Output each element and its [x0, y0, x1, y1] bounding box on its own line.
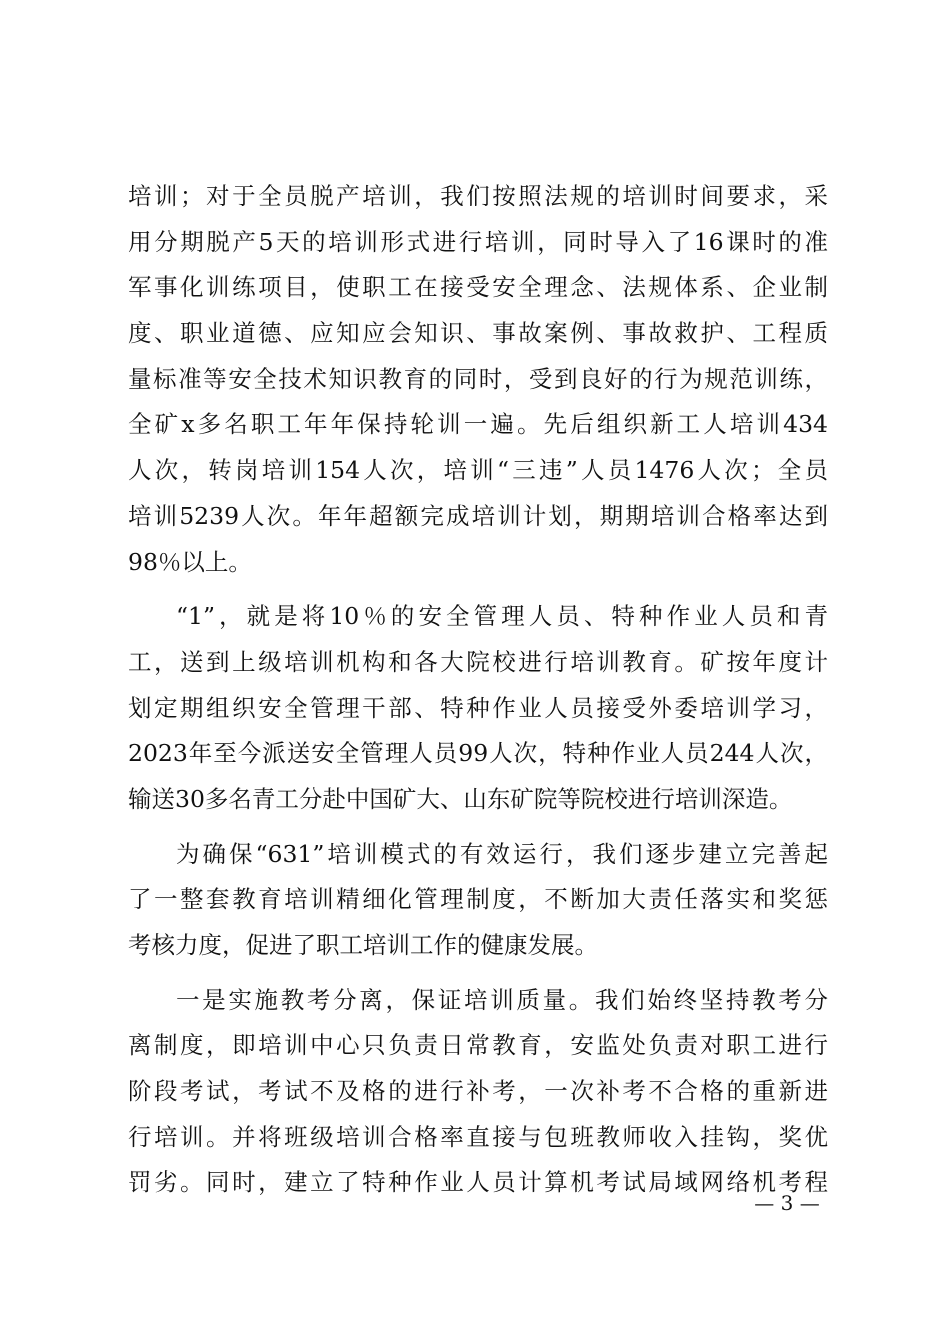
- text-line: 培训5239人次。年年超额完成培训计划，期期培训合格率达到: [128, 501, 828, 530]
- text-line: 工，送到上级培训机构和各大院校进行培训教育。矿按年度计: [128, 647, 828, 676]
- document-body: [128, 174, 828, 1206]
- text-line: “1”，就是将10％的安全管理人员、特种作业人员和青: [176, 602, 828, 631]
- text-line: 离制度，即培训中心只负责日常教育，安监处负责对职工进行: [128, 1031, 828, 1060]
- page-number: — 3 —: [754, 1191, 820, 1215]
- text-line: 阶段考试，考试不及格的进行补考，一次补考不合格的重新进: [128, 1077, 828, 1106]
- text-line: 全矿x多名职工年年保持轮训一遍。先后组织新工人培训434: [128, 410, 828, 439]
- text-line: 考核力度，促进了职工培训工作的健康发展。: [128, 931, 598, 959]
- text-line: 为确保“631”培训模式的有效运行，我们逐步建立完善起: [176, 839, 828, 868]
- text-line: 了一整套教育培训精细化管理制度，不断加大责任落实和奖惩: [128, 885, 828, 914]
- text-line: 量标准等安全技术知识教育的同时，受到良好的行为规范训练，: [128, 364, 828, 393]
- text-line: 用分期脱产5天的培训形式进行培训，同时导入了16课时的准: [128, 227, 828, 256]
- text-line: 度、职业道德、应知应会知识、事故案例、事故救护、工程质: [128, 319, 828, 348]
- text-line: 军事化训练项目，使职工在接受安全理念、法规体系、企业制: [128, 273, 828, 302]
- text-line: 人次，转岗培训154人次，培训“三违”人员1476人次；全员: [128, 456, 828, 485]
- paragraph-2: [128, 594, 828, 822]
- text-line: 行培训。并将班级培训合格率直接与包班教师收入挂钩，奖优: [128, 1122, 828, 1151]
- text-line: 划定期组织安全管理干部、特种作业人员接受外委培训学习，: [128, 693, 828, 722]
- text-line: 输送30多名青工分赴中国矿大、山东矿院等院校进行培训深造。: [128, 784, 793, 813]
- text-line: 一是实施教考分离，保证培训质量。我们始终坚持教考分: [176, 985, 828, 1014]
- text-line: 98％以上。: [128, 547, 252, 576]
- paragraph-1: [128, 174, 828, 585]
- paragraph-3: [128, 832, 828, 969]
- text-line: 罚劣。同时，建立了特种作业人员计算机考试局域网络机考程: [128, 1168, 828, 1197]
- paragraph-4: [128, 978, 828, 1206]
- text-line: 培训；对于全员脱产培训，我们按照法规的培训时间要求，采: [128, 182, 828, 210]
- text-line: 2023年至今派送安全管理人员99人次，特种作业人员244人次，: [128, 739, 828, 768]
